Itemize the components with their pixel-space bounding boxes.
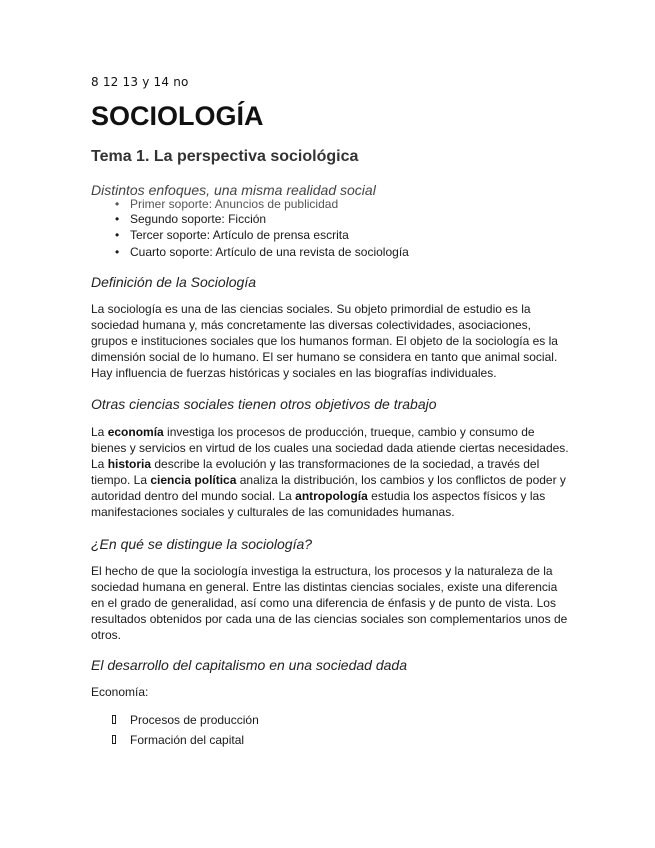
bullet-dot-icon: • — [115, 228, 120, 242]
text-run: describe la evolución y las transformaciones de la sociedad, a través del tiempo. La — [91, 457, 540, 487]
list-item-label: Procesos de producción — [130, 713, 259, 727]
term-antropologia: antropología — [295, 489, 368, 503]
definition-paragraph: La sociología es una de las ciencias sociales. Su objeto primordial de estudio es la sociedad humana y, más concretamente las diversas colectividades, asociaciones, grupos e instituciones sociales que los humanos forman. El objeto de la sociología es la dimensión social de lo humano. El ser humano se considera en tanto que animal social. Hay influencia de fuerzas históricas y sociales en las biografías individuales. — [91, 302, 558, 380]
list-item-label: Primer soporte: Anuncios de publicidad — [130, 197, 339, 211]
distingue-paragraph: El hecho de que la sociología investiga la estructura, los procesos y la naturaleza de la sociedad humana en general. Entre las distintas ciencias sociales, existe una diferencia en el grado de generalidad, así como una diferencia de énfasis y de punto de vista. Los resultados obtenidos por cada una de las ciencias sociales son complementarios unos de otros. — [91, 564, 568, 642]
section-heading-enfoques: Distintos enfoques, una misma realidad social — [91, 182, 376, 198]
section-heading-definicion: Definición de la Sociología — [91, 274, 256, 290]
square-marker-icon — [112, 735, 116, 744]
economia-list — [91, 712, 259, 752]
term-historia: historia — [107, 457, 152, 471]
term-ciencia-politica: ciencia política — [150, 473, 237, 487]
date-line: 8 12 13 y 14 no — [91, 75, 189, 89]
soportes-list — [91, 197, 409, 260]
bullet-dot-icon: • — [115, 245, 120, 259]
text-run: analiza la distribución, los cambios y los conflictos de poder y autoridad dentro del mundo social. La — [91, 473, 566, 503]
section-heading-distingue: ¿En qué se distingue la sociología? — [91, 536, 313, 552]
text-run: estudia los aspectos físicos y las manifestaciones sociales y culturales de las comunidades humanas. — [91, 489, 546, 519]
text-run: La — [91, 425, 108, 439]
list-item-label: Segundo soporte: Ficción — [130, 212, 267, 226]
bullet-dot-icon: • — [115, 212, 120, 226]
list-item — [91, 227, 409, 244]
economia-label: Economía: — [91, 685, 149, 699]
square-marker-icon — [112, 715, 116, 724]
list-item — [91, 712, 259, 732]
text-run: investiga los procesos de producción, trueque, cambio y consumo de bienes y servicios en virtud de los cuales una sociedad dada atiende ciertas necesidades. La — [91, 425, 569, 471]
list-item — [91, 211, 409, 227]
list-item-label: Tercer soporte: Artículo de prensa escrita — [130, 228, 349, 242]
otras-ciencias-paragraph — [91, 424, 571, 520]
bullet-dot-icon: • — [115, 197, 120, 211]
list-item-label: Cuarto soporte: Artículo de una revista de sociología — [130, 245, 409, 259]
section-heading-otras-ciencias: Otras ciencias sociales tienen otros objetivos de trabajo — [91, 396, 437, 412]
term-economia: economía — [107, 425, 164, 439]
page-title: SOCIOLOGÍA — [91, 101, 264, 131]
list-item — [91, 244, 409, 260]
topic-heading: Tema 1. La perspectiva sociológica — [91, 148, 359, 165]
list-item — [91, 197, 409, 211]
list-item — [91, 732, 259, 752]
section-heading-capitalismo: El desarrollo del capitalismo en una sociedad dada — [91, 657, 407, 673]
list-item-label: Formación del capital — [130, 733, 245, 747]
